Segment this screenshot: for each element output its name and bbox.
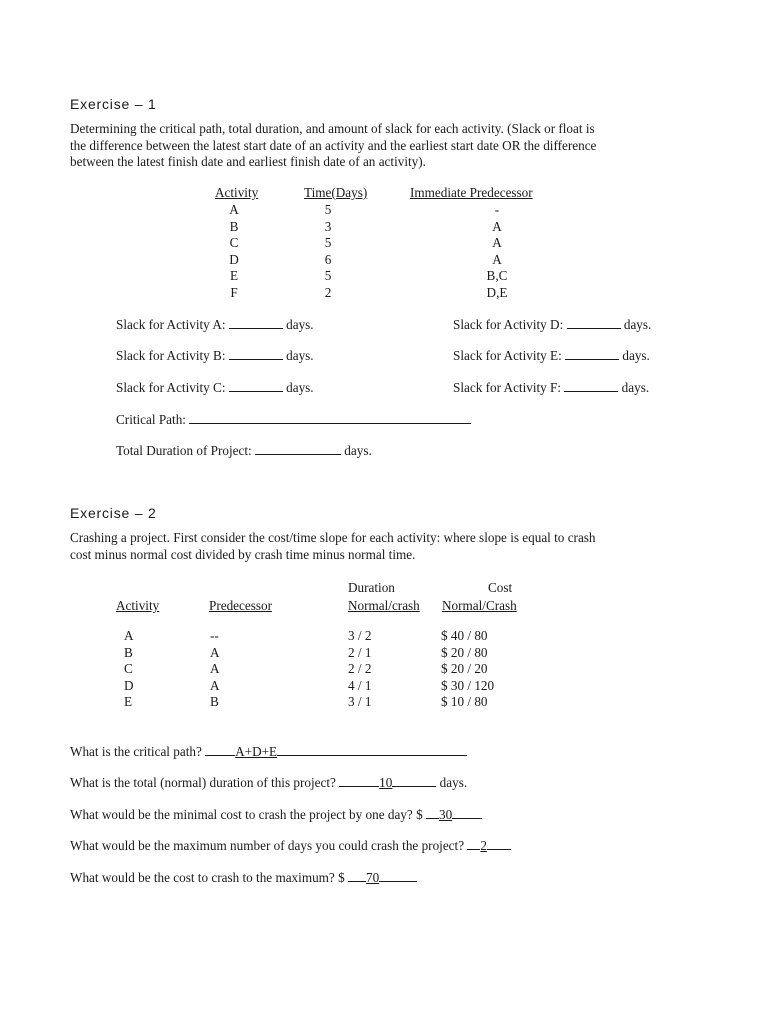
cell-cost: $ 20 / 80 xyxy=(441,644,488,660)
col-header-predecessor: Predecessor xyxy=(209,598,272,613)
header-cost: Cost xyxy=(488,580,513,595)
total-duration-line xyxy=(116,442,372,459)
cell-activity: A xyxy=(229,202,239,217)
intro-line: Determining the critical path, total duration, and amount of slack for each activity. (Slack or float is xyxy=(70,121,595,136)
cell-predecessor: B xyxy=(210,694,219,709)
critical-path-blank[interactable] xyxy=(189,411,471,424)
critical-path-line xyxy=(116,411,471,428)
slack-d xyxy=(453,316,651,333)
exercise-1-heading: Exercise – 1 xyxy=(70,96,157,112)
cell-activity: D xyxy=(124,677,134,693)
col-header-cost: Normal/Crash xyxy=(442,598,517,613)
answer-value: 10 xyxy=(379,775,393,790)
question-text: What would be the minimal cost to crash the project by one day? $ xyxy=(70,807,423,822)
question-text: What is the critical path? xyxy=(70,744,202,759)
cell-activity: B xyxy=(229,218,239,234)
exercise-2-intro xyxy=(70,530,596,563)
answer-unit: days. xyxy=(439,775,468,790)
cell-activity: C xyxy=(229,235,239,250)
answer-value: 30 xyxy=(438,807,453,822)
slack-unit: days. xyxy=(286,348,314,363)
cell-activity: E xyxy=(229,268,239,283)
slack-unit: days. xyxy=(622,348,650,363)
question-minimal-cost xyxy=(70,806,482,823)
cell-predecessor: B,C xyxy=(486,268,508,283)
question-critical-path xyxy=(70,743,467,760)
answer-blank xyxy=(205,743,235,756)
cell-time: 6 xyxy=(324,251,332,267)
intro-line: between the latest finish date and earliest finish date of an activity). xyxy=(70,154,426,169)
answer-blank xyxy=(487,837,511,850)
answer-blank xyxy=(339,774,379,787)
cell-predecessor: - xyxy=(494,202,500,217)
cell-activity: B xyxy=(124,644,133,660)
cell-time: 2 xyxy=(324,284,332,300)
cell-cost: $ 10 / 80 xyxy=(441,694,488,709)
slack-f xyxy=(453,379,649,396)
slack-f-blank[interactable] xyxy=(564,379,618,392)
slack-label: Slack for Activity C: xyxy=(116,380,226,395)
cell-duration: 4 / 1 xyxy=(348,677,372,693)
question-max-cost xyxy=(70,869,417,886)
question-total-duration xyxy=(70,774,467,791)
critical-path-label: Critical Path: xyxy=(116,412,186,427)
cell-duration: 2 / 1 xyxy=(348,644,372,660)
cell-cost: $ 40 / 80 xyxy=(441,628,488,643)
slack-label: Slack for Activity A: xyxy=(116,317,226,332)
answer-value: 70 xyxy=(365,870,380,885)
cell-time: 5 xyxy=(324,202,332,217)
cell-activity: E xyxy=(124,694,133,709)
exercise-2-heading: Exercise – 2 xyxy=(70,505,157,521)
slack-unit: days. xyxy=(623,317,652,332)
cell-activity: C xyxy=(124,661,133,676)
slack-label: Slack for Activity B: xyxy=(116,348,226,363)
intro-line: Crashing a project. First consider the cost/time slope for each activity: where slope is equal to crash xyxy=(70,530,596,545)
cell-predecessor: A xyxy=(210,644,220,660)
col-header-time: Time(Days) xyxy=(304,185,368,200)
cell-duration: 3 / 1 xyxy=(348,694,372,709)
cell-activity: F xyxy=(230,284,238,300)
slack-e xyxy=(453,347,650,364)
intro-line: cost minus normal cost divided by crash time minus normal time. xyxy=(70,546,416,562)
question-text: What would be the maximum number of days you could crash the project? xyxy=(70,838,465,853)
slack-d-blank[interactable] xyxy=(567,316,621,329)
slack-b xyxy=(116,347,314,364)
total-duration-unit: days. xyxy=(344,443,372,458)
question-text: What would be the cost to crash to the maximum? $ xyxy=(70,870,345,885)
question-max-days xyxy=(70,837,511,854)
cell-predecessor: D,E xyxy=(486,284,508,300)
slack-a-blank[interactable] xyxy=(229,316,283,329)
cell-predecessor: A xyxy=(492,235,502,250)
col-header-activity: Activity xyxy=(116,598,160,613)
answer-blank xyxy=(379,869,417,882)
cell-predecessor: A xyxy=(492,218,502,234)
answer-blank xyxy=(426,806,439,819)
slack-a xyxy=(116,316,314,333)
slack-c xyxy=(116,379,314,396)
cell-predecessor: A xyxy=(210,661,220,676)
cell-cost: $ 20 / 20 xyxy=(441,661,488,676)
cell-duration: 3 / 2 xyxy=(348,628,372,643)
slack-label: Slack for Activity D: xyxy=(453,317,564,332)
total-duration-label: Total Duration of Project: xyxy=(116,443,252,458)
answer-blank xyxy=(467,837,480,850)
cell-duration: 2 / 2 xyxy=(348,661,372,676)
cell-predecessor: -- xyxy=(210,628,219,643)
answer-blank xyxy=(392,774,436,787)
answer-blank xyxy=(277,743,467,756)
cell-time: 5 xyxy=(324,268,332,283)
slack-label: Slack for Activity E: xyxy=(453,348,562,363)
slack-e-blank[interactable] xyxy=(565,347,619,360)
question-text: What is the total (normal) duration of this project? xyxy=(70,775,336,790)
answer-value: A+D+E xyxy=(235,744,278,759)
answer-value: 2 xyxy=(480,838,487,853)
slack-c-blank[interactable] xyxy=(229,379,283,392)
slack-b-blank[interactable] xyxy=(229,347,283,360)
slack-label: Slack for Activity F: xyxy=(453,380,562,395)
slack-unit: days. xyxy=(286,380,314,395)
cell-activity: D xyxy=(229,251,239,267)
cell-time: 3 xyxy=(324,218,332,234)
col-header-activity: Activity xyxy=(215,185,259,200)
cell-predecessor: A xyxy=(210,677,220,693)
total-duration-blank[interactable] xyxy=(255,442,341,455)
cell-time: 5 xyxy=(324,235,332,250)
answer-blank xyxy=(452,806,482,819)
answer-blank xyxy=(348,869,366,882)
col-header-predecessor: Immediate Predecessor xyxy=(410,185,533,200)
cell-predecessor: A xyxy=(492,251,502,267)
cell-cost: $ 30 / 120 xyxy=(441,677,495,693)
exercise-1-intro xyxy=(70,121,596,171)
slack-unit: days. xyxy=(621,380,650,395)
cell-activity: A xyxy=(124,628,134,643)
slack-unit: days. xyxy=(286,317,314,332)
header-duration: Duration xyxy=(348,580,395,595)
intro-line: the difference between the latest start date of an activity and the earliest start date OR the difference xyxy=(70,137,597,153)
col-header-duration: Normal/crash xyxy=(348,598,420,613)
